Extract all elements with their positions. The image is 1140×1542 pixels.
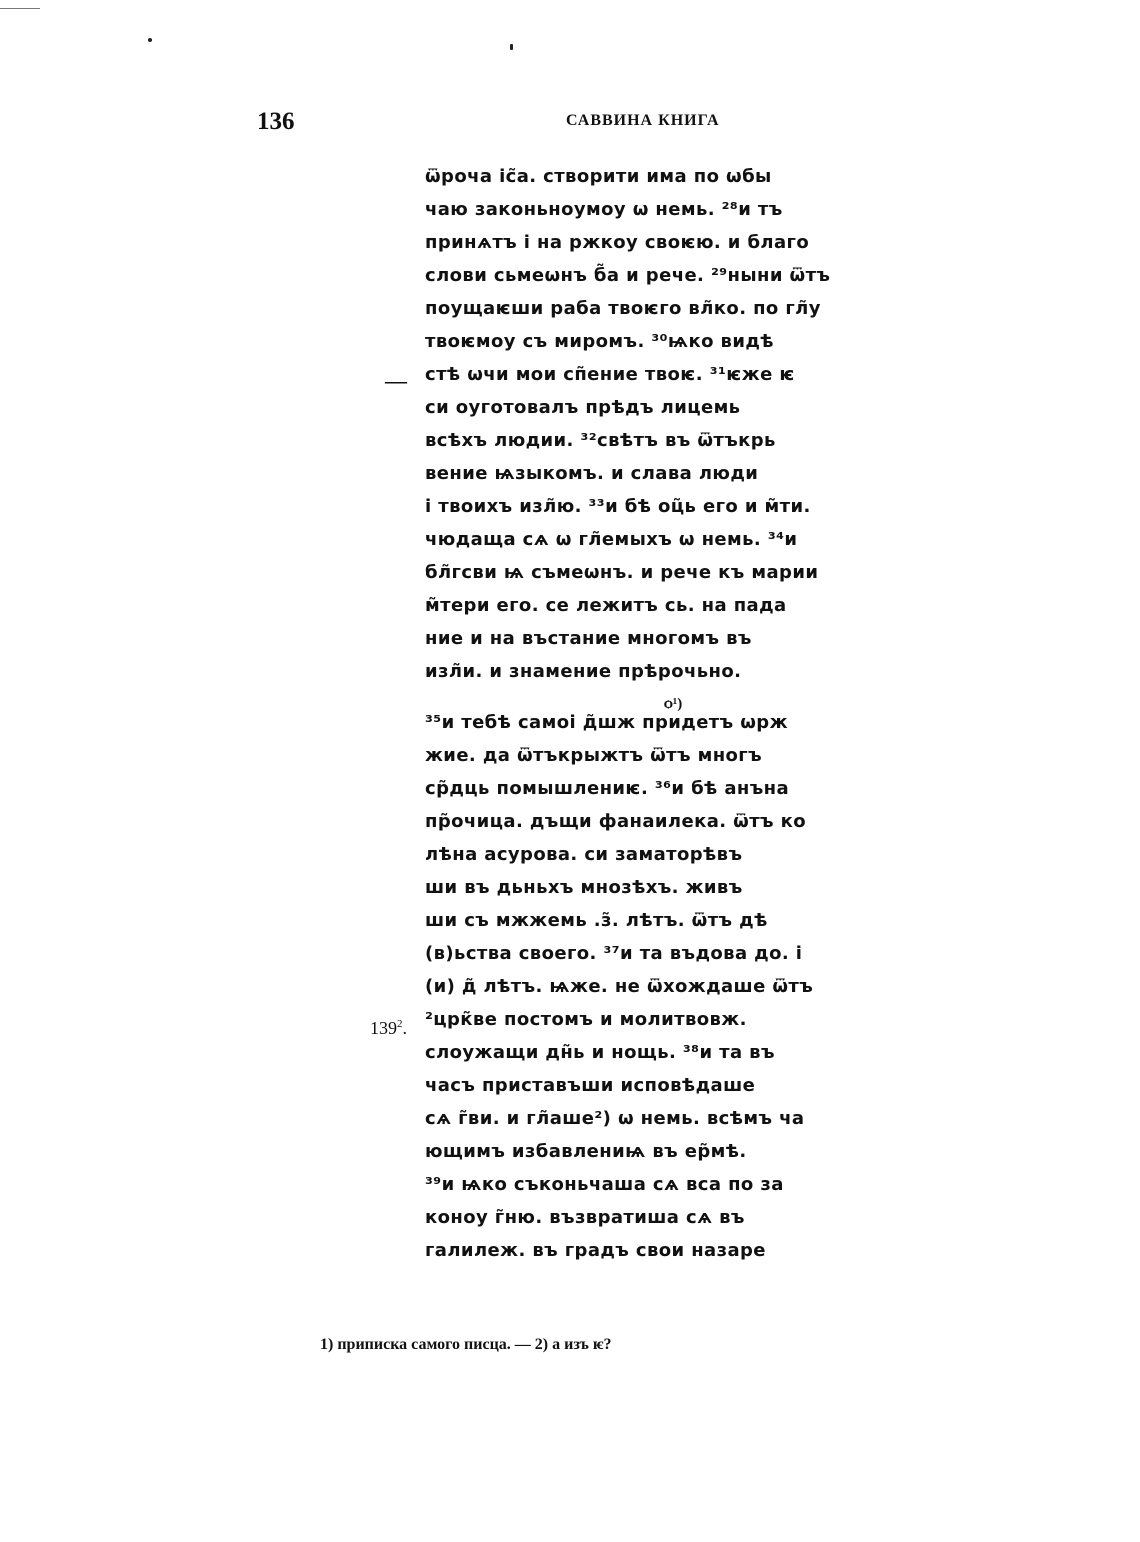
text-line: чаю законьноумоу ѡ немь. ²⁸и тъ [425,199,783,220]
text-line: коноу г̃ню. възвратиша сѧ въ [425,1207,745,1228]
text-line: слоужащи дн̃ь и нощь. ³⁸и та въ [425,1042,775,1063]
text-line: (в)ьства своего. ³⁷и та въдова до. і [425,943,803,964]
text-line: (и) д̃ лѣтъ. ѩже. не ѿхождаше ѿтъ [425,976,814,997]
text-line: принѧтъ і на ржкоу своѥю. и благо [425,232,810,253]
scan-edge-line [0,8,40,9]
text-line: пр̃очица. дъщи фанаилека. ѿтъ ко [425,811,807,832]
note-marker: ѻ¹) [664,696,683,712]
text-line: вение ѩзыкомъ. и слава люди [425,463,759,484]
text-line: ши съ мжжемь .з̃. лѣтъ. ѿтъ дѣ [425,910,768,931]
text-line: сѧ г̃ви. и гл̃аше²) ѡ немь. всѣмъ ча [425,1108,805,1129]
text-line: чюдаща сѧ ѡ гл̃емыхъ ѡ немь. ³⁴и [425,529,798,550]
text-column [425,160,845,1267]
text-line: і твоихъ изл̃ю. ³³и бѣ оц̃ь его и м̃ти. [425,496,811,517]
text-line: ние и на въстание многомъ въ [425,628,752,649]
text-line: стѣ ѡчи мои сп̃ение твоѥ. ³¹ѥже ѥ [425,364,795,385]
text-line: жие. да ѿтъкрыжтъ ѿтъ многъ [425,745,763,766]
text-line: ющимъ избавлениѩ въ ер̃мѣ. [425,1141,747,1162]
text-line: твоѥмоу съ миромъ. ³⁰ѩко видѣ [425,331,774,352]
text-line: ²црк̃ве постомъ и молитвовж. [425,1009,747,1030]
text-line: часъ приставъши исповѣдаше [425,1075,756,1096]
margin-ref-number: 139 [370,1018,397,1038]
text-line: си оуготовалъ прѣдъ лицемь [425,397,741,418]
footnote: 1) приписка самого писца. — 2) а изъ ѥ? [320,1336,612,1353]
scan-speck [510,44,513,50]
margin-dash: — [385,368,407,393]
running-head: САВВИНА КНИГА [566,112,720,129]
text-line: м̃тери его. се лежитъ сь. на пада [425,595,787,616]
text-line: изл̃и. и знамение прѣрочьно. [425,661,742,682]
text-line: всѣхъ людии. ³²свѣтъ въ ѿтъкрь [425,430,776,451]
text-line: ³⁹и ѩко съконьчаша сѧ вса по за [425,1174,784,1195]
text-line: ѿроча іс̃а. створити има по ѡбы [425,166,772,187]
page-number: 136 [257,108,295,135]
text-line: ши въ дьньхъ мнозѣхъ. живъ [425,877,743,898]
margin-ref-dot: . [402,1018,407,1038]
margin-reference [370,1018,407,1039]
scan-speck [148,38,152,42]
text-line: галилеж. въ градъ свои назаре [425,1240,766,1261]
text-line: поущаѥши раба твоѥго вл̃ко. по гл̃у [425,298,821,319]
text-line: бл̃гсви ѩ съмеѡнъ. и рече къ марии [425,562,819,583]
text-line: лѣна асурова. си заматорѣвъ [425,844,743,865]
text-line: ³⁵и тебѣ самоі д̃шж придетъ ѡрж [425,712,788,733]
margin-ref-sup: 2 [397,1018,403,1030]
text-line: ср̃дць помышлениѥ. ³⁶и бѣ анъна [425,778,790,799]
text-line: слови сьмеѡнъ б̃а и рече. ²⁹ныни ѿтъ [425,265,831,286]
